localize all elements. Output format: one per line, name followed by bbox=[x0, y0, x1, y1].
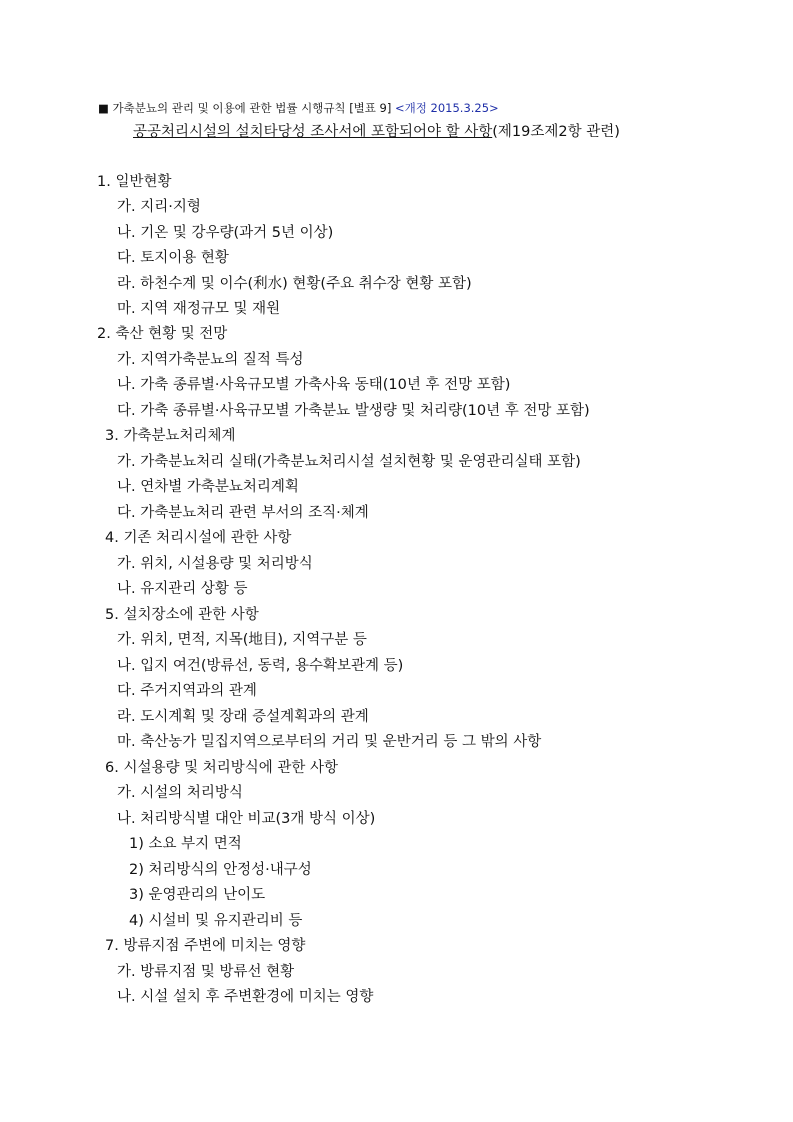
document-title bbox=[133, 120, 620, 141]
list-item: 마. 지역 재정규모 및 재원 bbox=[117, 301, 281, 317]
document-header bbox=[98, 100, 499, 116]
list-item: 다. 가축 종류별·사육규모별 가축분뇨 발생량 및 처리량(10년 후 전망 포함) bbox=[117, 403, 590, 419]
section-heading: 3. 가축분뇨처리체계 bbox=[105, 428, 236, 444]
list-item: 가. 위치, 시설용량 및 처리방식 bbox=[117, 556, 313, 572]
list-item: 다. 토지이용 현황 bbox=[117, 250, 229, 266]
header-text: 가축분뇨의 관리 및 이용에 관한 법률 시행규칙 [별표 9] bbox=[112, 101, 392, 115]
revision-date: <개정 2015.3.25> bbox=[395, 101, 499, 115]
list-item: 다. 주거지역과의 관계 bbox=[117, 683, 257, 699]
section-heading: 1. 일반현황 bbox=[97, 174, 172, 190]
list-item: 가. 지역가축분뇨의 질적 특성 bbox=[117, 352, 304, 368]
list-item: 나. 기온 및 강우량(과거 5년 이상) bbox=[117, 225, 334, 241]
title-reference: (제19조제2항 관련) bbox=[492, 124, 620, 140]
sub-list-item: 3) 운영관리의 난이도 bbox=[129, 887, 266, 903]
section-heading: 4. 기존 처리시설에 관한 사항 bbox=[105, 530, 292, 546]
section-heading: 7. 방류지점 주변에 미치는 영향 bbox=[105, 938, 306, 954]
list-item: 라. 도시계획 및 장래 증설계획과의 관계 bbox=[117, 709, 369, 725]
title-main: 공공처리시설의 설치타당성 조사서에 포함되어야 할 사항 bbox=[133, 124, 493, 140]
list-item: 나. 처리방식별 대안 비교(3개 방식 이상) bbox=[117, 811, 376, 827]
sub-list-item: 4) 시설비 및 유지관리비 등 bbox=[129, 913, 303, 929]
section-heading: 5. 설치장소에 관한 사항 bbox=[105, 607, 259, 623]
list-item: 가. 가축분뇨처리 실태(가축분뇨처리시설 설치현황 및 운영관리실태 포함) bbox=[117, 454, 581, 470]
list-item: 가. 위치, 면적, 지목(地目), 지역구분 등 bbox=[117, 632, 367, 648]
sub-list-item: 2) 처리방식의 안정성·내구성 bbox=[129, 862, 312, 878]
list-item: 다. 가축분뇨처리 관련 부서의 조직·체계 bbox=[117, 505, 369, 521]
section-heading: 6. 시설용량 및 처리방식에 관한 사항 bbox=[105, 760, 338, 776]
list-item: 나. 입지 여건(방류선, 동력, 용수확보관계 등) bbox=[117, 658, 404, 674]
sub-list-item: 1) 소요 부지 면적 bbox=[129, 836, 242, 852]
section-heading: 2. 축산 현황 및 전망 bbox=[97, 326, 228, 342]
list-item: 가. 지리·지형 bbox=[117, 199, 201, 215]
square-bullet-icon: ■ bbox=[98, 101, 109, 115]
list-item: 나. 시설 설치 후 주변환경에 미치는 영향 bbox=[117, 989, 374, 1005]
list-item: 라. 하천수계 및 이수(利水) 현황(주요 취수장 현황 포함) bbox=[117, 276, 472, 292]
list-item: 가. 방류지점 및 방류선 현황 bbox=[117, 964, 295, 980]
list-item: 가. 시설의 처리방식 bbox=[117, 785, 243, 801]
list-item: 마. 축산농가 밀집지역으로부터의 거리 및 운반거리 등 그 밖의 사항 bbox=[117, 734, 542, 750]
list-item: 나. 유지관리 상황 등 bbox=[117, 581, 248, 597]
list-item: 나. 가축 종류별·사육규모별 가축사육 동태(10년 후 전망 포함) bbox=[117, 377, 511, 393]
list-item: 나. 연차별 가축분뇨처리계획 bbox=[117, 479, 299, 495]
